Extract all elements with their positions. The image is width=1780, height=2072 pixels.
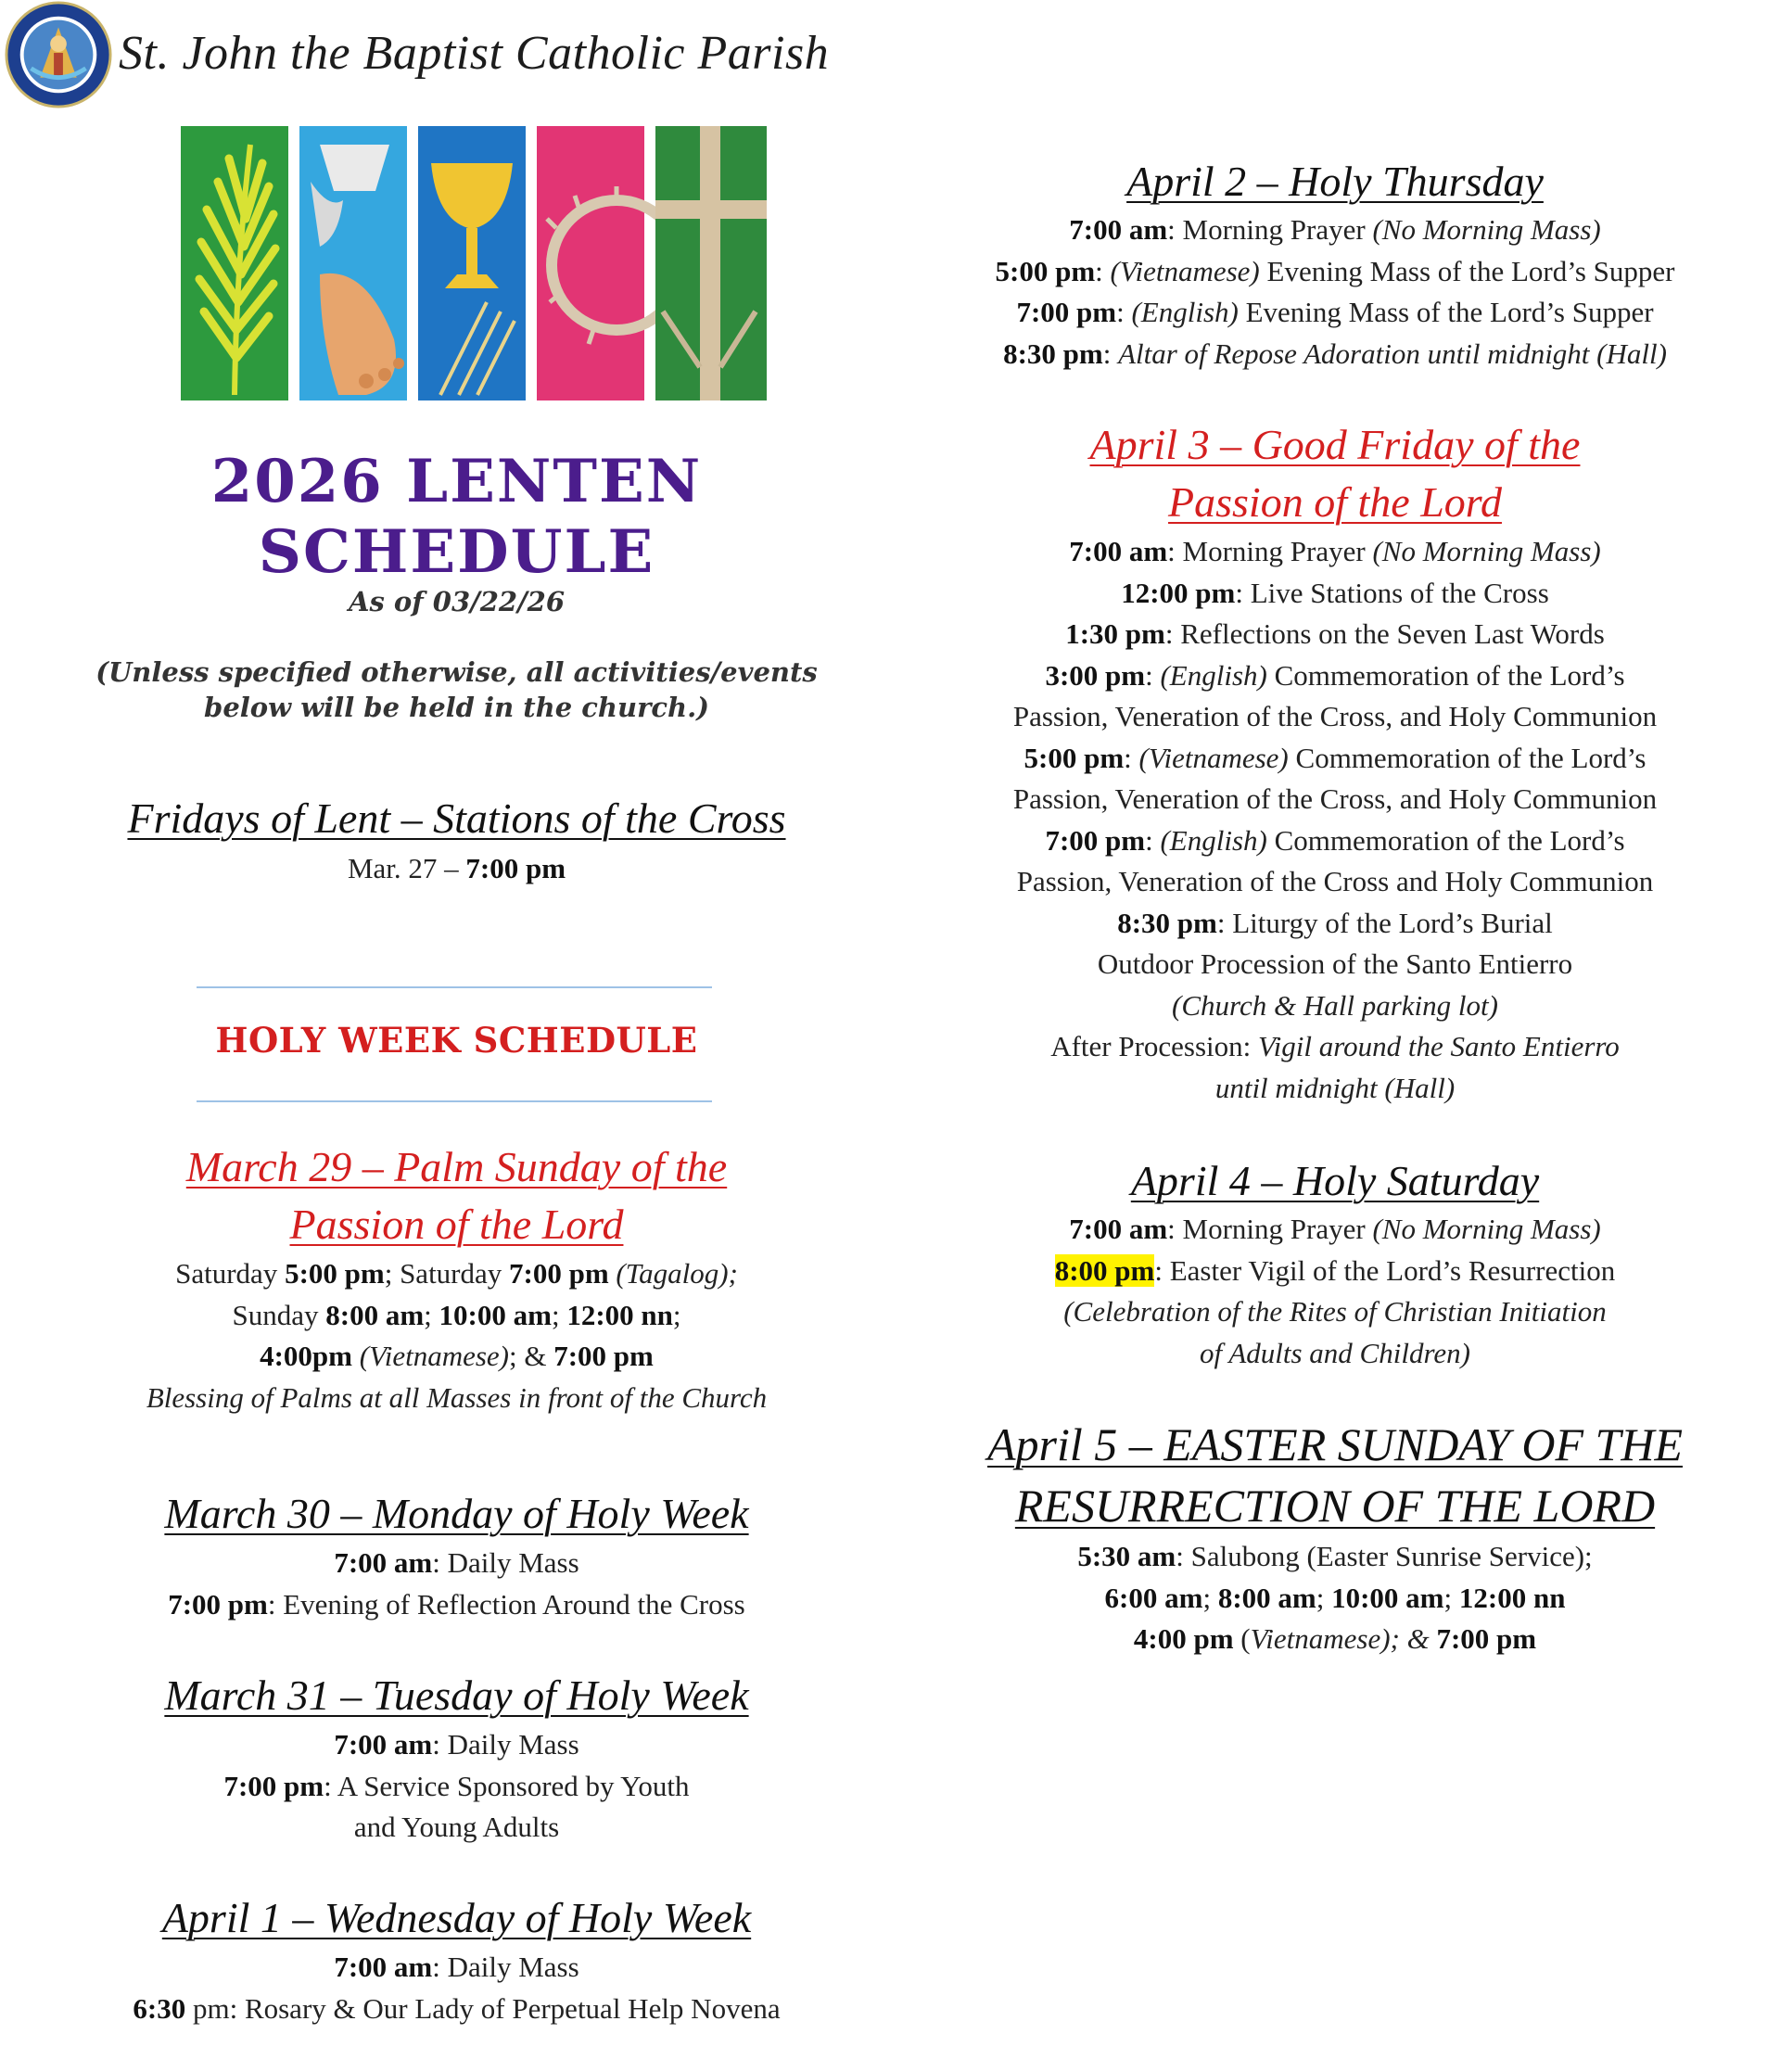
highlighted-time: 8:00 pm <box>1054 1253 1155 1287</box>
april4-heading: April 4 – Holy Saturday <box>1130 1157 1540 1204</box>
divider-top <box>197 986 712 988</box>
lenten-schedule-title <box>37 447 876 588</box>
march31-schedule: 7:00 am: Daily Mass 7:00 pm: A Service Sponsored by Youth and Young Adults <box>223 1728 690 1843</box>
april3-heading: April 3 – Good Friday of the Passion of the Lord <box>1089 421 1581 526</box>
march29-schedule: Saturday 5:00 pm; Saturday 7:00 pm (Tagalog); Sunday 8:00 am; 10:00 am; 12:00 nn; 4:00pm (Vietnamese); & 7:00 pm Blessing of Palms at all Masses in front of the Church <box>146 1257 768 1414</box>
parish-name: St. John the Baptist Catholic Parish <box>119 27 830 80</box>
april2-heading: April 2 – Holy Thursday <box>1126 158 1544 205</box>
april4-schedule: 7:00 am: Morning Prayer (No Morning Mass) 8:00 pm: Easter Vigil of the Lord’s Resurrection (Celebration of the Rites of Christian Initiation of Adults and Children) <box>1054 1213 1616 1369</box>
april1-schedule: 7:00 am: Daily Mass 6:30 pm: Rosary & Our Lady of Perpetual Help Novena <box>133 1951 781 2025</box>
april5-heading: April 5 – EASTER SUNDAY OF THE RESURRECTION OF THE LORD <box>986 1418 1684 1532</box>
fridays-times: Mar. 27 – 7:00 pm <box>347 852 566 884</box>
divider-bottom <box>197 1100 712 1102</box>
fridays-heading: Fridays of Lent – Stations of the Cross <box>127 794 786 842</box>
march31-heading: March 31 – Tuesday of Holy Week <box>164 1672 749 1719</box>
holy-week-heading: HOLY WEEK SCHEDULE <box>215 1020 698 1061</box>
location-note: (Unless specified otherwise, all activities/events below will be held in the church.) <box>95 656 818 723</box>
title-line-2: SCHEDULE <box>258 517 655 587</box>
march29-heading: March 29 – Palm Sunday of the Passion of the Lord <box>185 1143 728 1248</box>
april2-schedule: 7:00 am: Morning Prayer (No Morning Mass) 5:00 pm: (Vietnamese) Evening Mass of the Lord’s Supper 7:00 pm: (English) Evening Mass of the Lord’s Supper 8:30 pm: Altar of Repose Adoration until midnight (Hall) <box>995 213 1675 370</box>
palm-branch-icon <box>181 126 288 400</box>
march30-heading: March 30 – Monday of Holy Week <box>164 1490 749 1537</box>
april1-heading: April 1 – Wednesday of Holy Week <box>161 1894 752 1941</box>
april3-schedule: 7:00 am: Morning Prayer (No Morning Mass) 12:00 pm: Live Stations of the Cross 1:30 pm: Reflections on the Seven Last Words 3:00 pm: (English) Commemoration of the Lord’s Passion, Veneration of the Cross, and Holy Communion 5:00 pm: (Vietnamese) Commemoration of the Lord’s Passion, Veneration of the Cross, and Holy Communion 7:00 pm: (English) Commemoration of the Lord’s Passion, Veneration of the Cross and Holy Communion 8:30 pm: Liturgy of the Lord’s Burial Outdoor Procession of the Santo Entierro (Church & Hall parking lot) After Procession: Vigil around the Santo Entierro until midnight (Hall) <box>1012 535 1658 1104</box>
lenten-symbols-banner <box>181 126 767 400</box>
as-of-date: As of 03/22/26 <box>348 586 566 617</box>
cross-icon <box>655 126 767 400</box>
parish-seal-logo <box>4 0 113 109</box>
april5-schedule: 5:30 am: Salubong (Easter Sunrise Service); 6:00 am; 8:00 am; 10:00 am; 12:00 nn 4:00 pm (Vietnamese); & 7:00 pm <box>1077 1540 1593 1655</box>
chalice-icon <box>418 126 526 400</box>
march30-schedule: 7:00 am: Daily Mass 7:00 pm: Evening of Reflection Around the Cross <box>168 1546 745 1621</box>
title-line-1: 2026 LENTEN <box>210 447 703 516</box>
washing-feet-icon <box>299 126 407 400</box>
